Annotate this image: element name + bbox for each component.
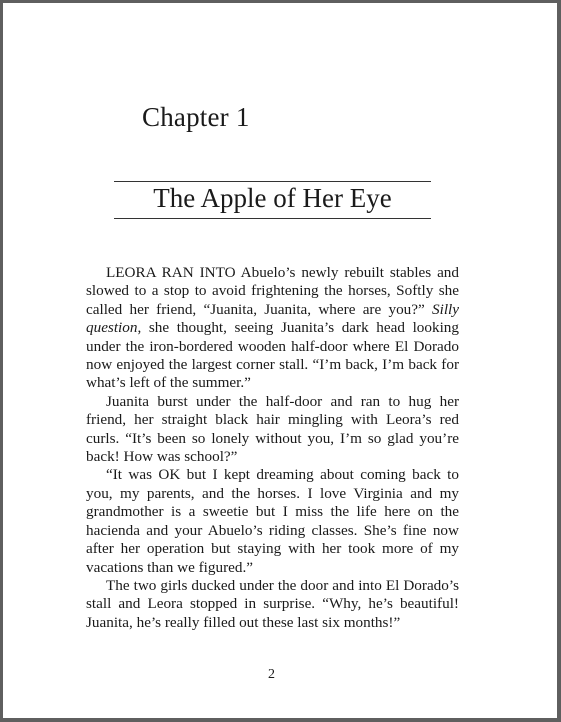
paragraph-1 <box>86 264 459 393</box>
page-number: 2 <box>268 667 275 682</box>
title-rule-bottom <box>114 218 431 219</box>
chapter-title: The Apple of Her Eye <box>153 183 392 213</box>
chapter-number-heading: Chapter 1 <box>142 102 250 132</box>
paragraph-1-italic-phrase: Silly question <box>86 300 459 337</box>
paragraph-2: Juanita burst under the half-door and ran to hug her friend, her straight black hair mingling with Leora’s red curls. “It’s been so lonely without you, I’m so glad you’re back! How was school?” <box>86 392 459 466</box>
paragraph-4: The two girls ducked under the door and into El Dorado’s stall and Leora stopped in surprise. “Why, he’s beautiful! Juanita, he’s really filled out these last six months!” <box>86 576 459 631</box>
paragraph-1-text-end: , she thought, seeing Juanita’s dark head looking under the iron-bordered wooden half-door where El Dorado now enjoyed the largest corner stall. “I’m back, I’m back for what’s left of the summer.” <box>86 319 459 392</box>
title-rule-top <box>114 181 431 182</box>
paragraph-3: “It was OK but I kept dreaming about coming back to you, my parents, and the horses. I love Virginia and my grandmother is a sweetie but I miss the life here on the hacienda and your Abuelo’s riding classes. She’s fine now after her operation but staying with her took more of my vacations than we figured.” <box>86 466 459 576</box>
paragraph-1-text-start: LEORA RAN INTO Abuelo’s newly rebuilt stables and slowed to a stop to avoid frightening the horses, Softly she called her friend, “Juanita, Juanita, where are you?” <box>86 264 459 318</box>
chapter-body <box>86 264 459 632</box>
